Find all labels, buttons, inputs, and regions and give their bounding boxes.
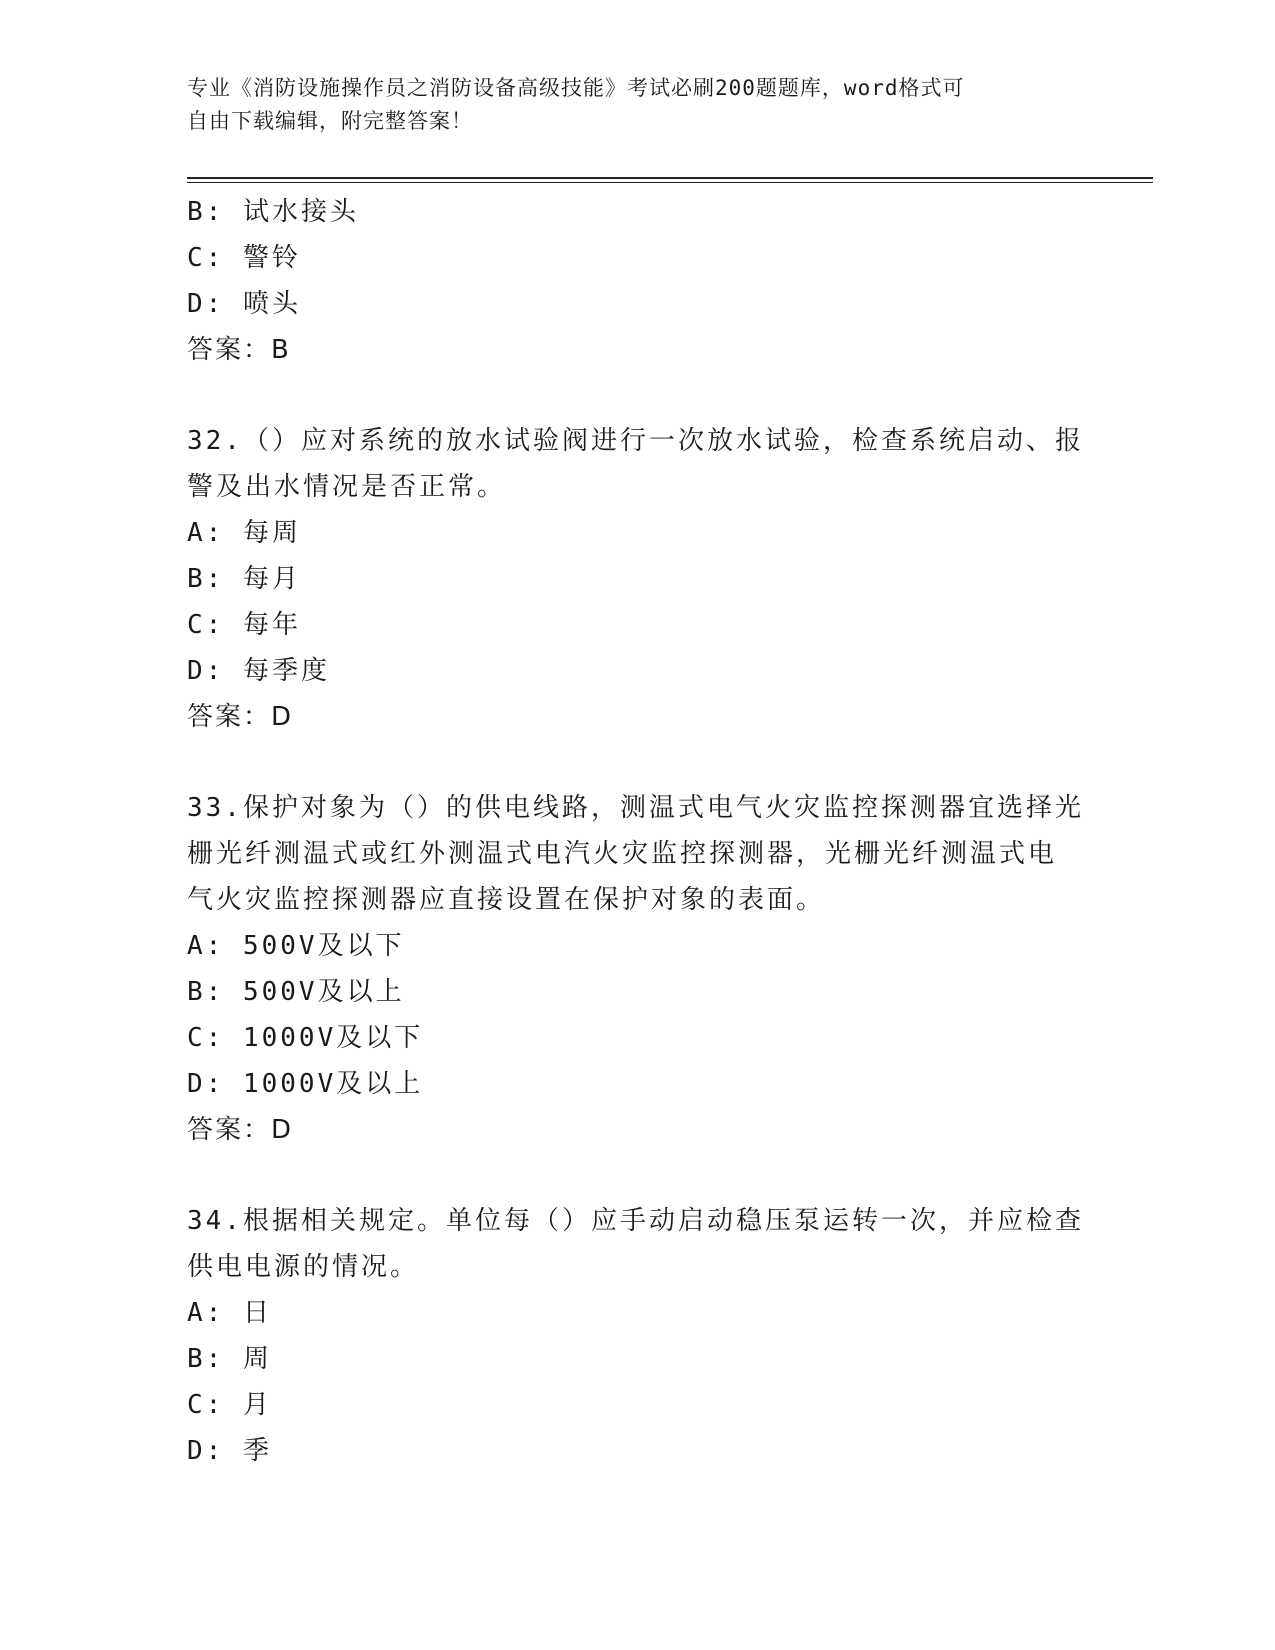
option-c: C: 月 bbox=[187, 1390, 272, 1420]
option-b: B: 试水接头 bbox=[187, 197, 359, 227]
stem-line: 栅光纤测温式或红外测温式电汽火灾监控探测器，光栅光纤测温式电 bbox=[187, 839, 1058, 869]
question-31-tail bbox=[187, 189, 1087, 373]
option-b: B: 每月 bbox=[187, 564, 301, 594]
option-b: B: 500V及以上 bbox=[187, 977, 405, 1007]
question-stem bbox=[187, 785, 1087, 923]
header-divider-thick bbox=[187, 177, 1153, 179]
option-c: C: 每年 bbox=[187, 610, 301, 640]
option-c: C: 警铃 bbox=[187, 243, 301, 273]
header-divider-thin bbox=[187, 182, 1153, 183]
stem-line: 34.根据相关规定。单位每（）应手动启动稳压泵运转一次，并应检查 bbox=[187, 1206, 1084, 1236]
header-line-2: 自由下载编辑，附完整答案！ bbox=[187, 109, 473, 133]
answer-line: 答案：D bbox=[187, 702, 294, 732]
answer-line: 答案：D bbox=[187, 1115, 294, 1145]
answer-line: 答案：B bbox=[187, 335, 291, 365]
option-d: D: 1000V及以上 bbox=[187, 1069, 424, 1099]
question-32 bbox=[187, 418, 1087, 740]
option-a: A: 500V及以下 bbox=[187, 931, 405, 961]
option-b: B: 周 bbox=[187, 1344, 272, 1374]
header-line-1: 专业《消防设施操作员之消防设备高级技能》考试必刷200题题库，word格式可 bbox=[187, 76, 965, 100]
option-a: A: 日 bbox=[187, 1298, 272, 1328]
stem-line: 32.（）应对系统的放水试验阀进行一次放水试验，检查系统启动、报 bbox=[187, 426, 1084, 456]
option-d: D: 每季度 bbox=[187, 656, 330, 686]
option-d: D: 喷头 bbox=[187, 289, 301, 319]
option-d: D: 季 bbox=[187, 1436, 272, 1466]
question-33 bbox=[187, 785, 1087, 1153]
option-c: C: 1000V及以下 bbox=[187, 1023, 424, 1053]
document-header bbox=[187, 72, 1087, 138]
stem-line: 供电电源的情况。 bbox=[187, 1252, 420, 1282]
stem-line: 气火灾监控探测器应直接设置在保护对象的表面。 bbox=[187, 885, 826, 915]
question-34 bbox=[187, 1198, 1087, 1474]
question-stem bbox=[187, 418, 1087, 510]
option-a: A: 每周 bbox=[187, 518, 301, 548]
stem-line: 警及出水情况是否正常。 bbox=[187, 472, 507, 502]
question-stem bbox=[187, 1198, 1087, 1290]
question-list bbox=[187, 189, 1087, 1474]
stem-line: 33.保护对象为（）的供电线路，测温式电气火灾监控探测器宜选择光 bbox=[187, 793, 1084, 823]
